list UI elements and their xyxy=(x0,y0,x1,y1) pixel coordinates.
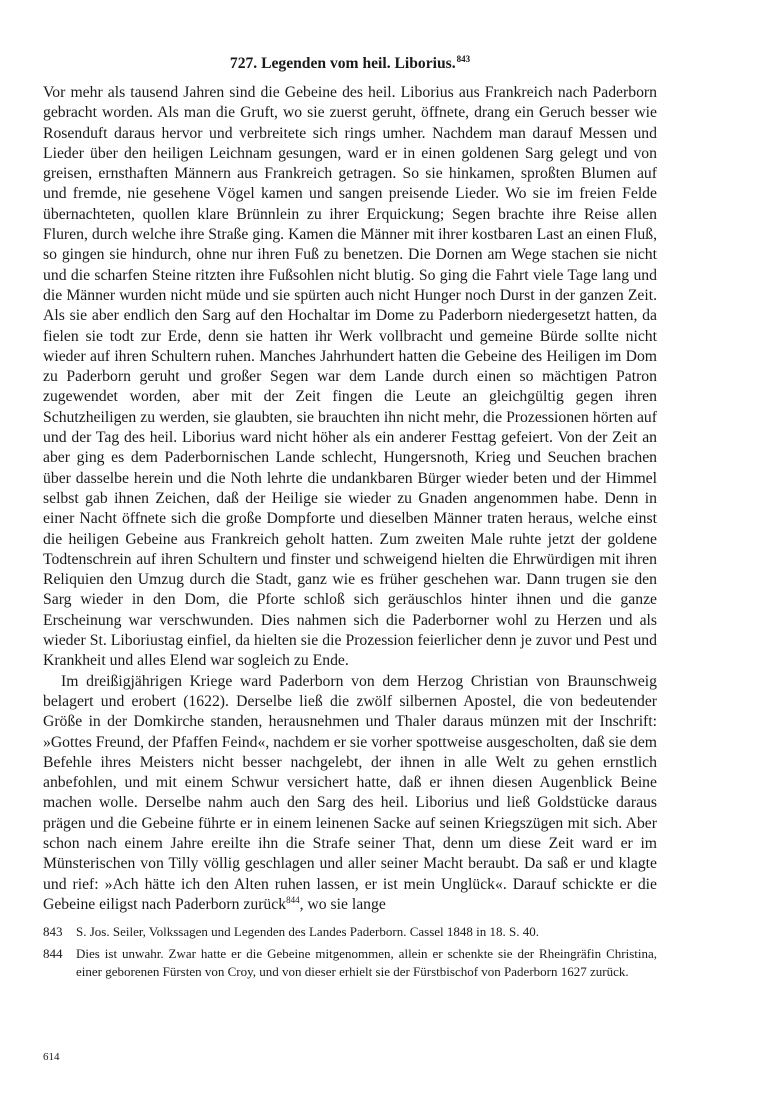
footnote-number: 843 xyxy=(43,924,63,940)
footnote-text: S. Jos. Seiler, Volkssagen und Legenden des Landes Paderborn. Cassel 1848 in 18. S. 40. xyxy=(76,924,539,940)
title-footnote-ref[interactable]: 843 xyxy=(456,54,471,64)
footnote-text: Dies ist unwahr. Zwar hatte er die Gebeine mitgenommen, allein er schenkte sie der Rheingräfin Christina, einer geborenen Fürsten von Croy, und von dieser erhielt sie der Fürstbischof von Paderborn 1627 zurück. xyxy=(76,946,657,979)
footnotes xyxy=(43,923,657,980)
paragraph-2-tail: , wo sie lange xyxy=(299,895,386,913)
page-content xyxy=(43,48,657,985)
paragraph-2 xyxy=(43,672,657,916)
title-text: 727. Legenden vom heil. Liborius. xyxy=(229,55,456,72)
footnote-ref-844[interactable]: 844 xyxy=(286,894,300,905)
footnote-number: 844 xyxy=(43,946,63,962)
paragraph-1: Vor mehr als tausend Jahren sind die Gebeine des heil. Liborius aus Frankreich nach Paderborn gebracht worden. Als man die Gruft, wo sie zuerst geruht, öffnete, drang ein Geruch besser wie Rosenduft daraus hervor und verbreitete sich rings umher. Nachdem man darauf Messen und Lieder über den heiligen Leichnam gesungen, ward er in einen goldenen Sarg gelegt und von greisen, ernsthaften Männern aus Frankreich getragen. So sie hinkamen, sproßten Blumen auf und fremde, nie gesehene Vögel kamen und sangen preisende Lieder. Wo sie im freien Felde übernachteten, quollen klare Brünnlein zu ihrer Erquickung; Segen brachte ihre Reise allen Fluren, durch welche ihre Straße ging. Kamen die Männer mit ihrer kostbaren Last an einen Fluß, so gingen sie hindurch, ohne nur ihren Fuß zu benetzen. Die Dornen am Wege stachen sie nicht und die scharfen Steine ritzten ihre Fußsohlen nicht blutig. So ging die Fahrt viele Tage lang und die Männer wurden nicht müde und sie spürten auch nicht Hunger noch Durst in der ganzen Zeit. Als sie aber endlich den Sarg auf den Hochaltar im Dome zu Paderborn niedergesetzt hatten, da fielen sie todt zur Erde, denn sie hatten ihr Werk vollbracht und gemeine Bürde sollte nicht wieder auf ihren Schultern ruhen. Manches Jahrhundert hatten die Gebeine des Heiligen im Dom zu Paderborn geruht und großer Segen war dem Lande durch einen so mächtigen Patron zugewendet worden, aber mit der Zeit fingen die Leute an gleichgültig gegen ihren Schutzheiligen zu werden, sie glaubten, sie brauchten ihn nicht mehr, die Prozessionen hörten auf und der Tag des heil. Liborius ward nicht höher als ein anderer Festtag gefeiert. Von der Zeit an aber ging es dem Paderbornischen Lande schlecht, Hungersnoth, Krieg und Seuchen brachen über dasselbe herein und die Noth lehrte die undankbaren Bürger wieder beten und der Himmel selbst gab ihnen Zeichen, daß der Heilige sie wieder zu Gnaden angenommen habe. Denn in einer Nacht öffnete sich die große Dompforte und dieselben Männer traten heraus, welche einst die heiligen Gebeine aus Frankreich geholt hatten. Zum zweiten Male ruhte jetzt der goldene Todtenschrein auf ihren Schultern und finster und schweigend hielten die Ehrwürdigen mit ihren Reliquien den Umzug durch die Stadt, ganz wie es früher geschehen war. Dann trugen sie den Sarg wieder in den Dom, die Pforte schloß sich geräuschlos hinter ihnen und die ganze Erscheinung war verschwunden. Dies nahmen sich die Paderborner wohl zu Herzen und als wieder St. Liboriustag einfiel, da hielten sie die Prozession feierlicher denn je zuvor und Pest und Krankheit und alles Elend war sogleich zu Ende. xyxy=(43,84,657,670)
body-text xyxy=(43,83,657,915)
footnote-844 xyxy=(43,945,657,980)
paragraph-2-text: Im dreißigjährigen Kriege ward Paderborn von dem Herzog Christian von Braunschweig belagert und erobert (1622). Derselbe ließ die zwölf silbernen Apostel, die von bedeutender Größe in der Domkirche standen, herausnehmen und Thaler daraus münzen mit der Inschrift: »Gottes Freund, der Pfaffen Feind«, nachdem er sie vorher spottweise ausgescholten, daß sie dem Befehle ihres Meisters nicht besser nachgelebt, der ihnen in alle Welt zu gehen ernstlich anbefohlen, und mit einem Schwur versichert hatte, daß er ihnen diesen Augenblick Beine machen wolle. Derselbe nahm auch den Sarg des heil. Liborius und ließ Goldstücke daraus prägen und die Gebeine führte er in einem leinenen Sacke auf seinen Kriegszügen mit sich. Aber schon nach einem Jahre ereilte ihn die Strafe seiner That, denn um diese Zeit ward er im Münsterischen von Tilly völlig geschlagen und aller seiner Macht beraubt. Da saß er und klagte und rief: »Ach hätte ich den Alten ruhen lassen, er ist mein Unglück«. Darauf schickte er die Gebeine eiligst nach Paderborn zurück xyxy=(43,672,657,913)
footnote-843 xyxy=(43,923,657,940)
page-title xyxy=(43,48,657,75)
page-number: 614 xyxy=(43,1051,60,1063)
